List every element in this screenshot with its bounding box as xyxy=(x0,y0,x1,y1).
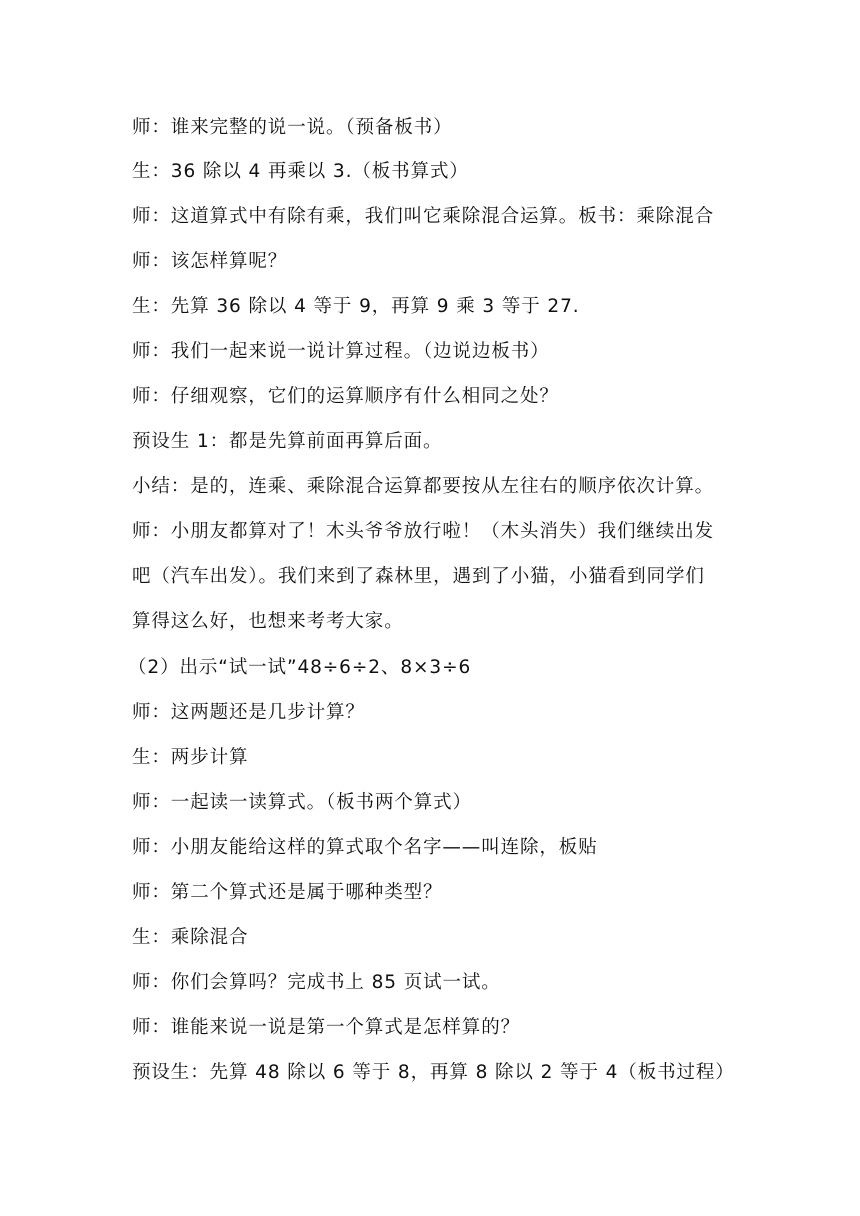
text-line: 吧（汽车出发）。我们来到了森林里，遇到了小猫，小猫看到同学们 xyxy=(132,566,705,587)
text-line: 师：第二个算式还是属于哪种类型？ xyxy=(132,882,443,903)
text-line: 师：我们一起来说一说计算过程。（边说边板书） xyxy=(132,341,550,362)
text-line: 师：这道算式中有除有乘，我们叫它乘除混合运算。板书：乘除混合 xyxy=(132,206,715,227)
text-line: 师：仔细观察，它们的运算顺序有什么相同之处？ xyxy=(132,386,559,407)
text-line: 预设生 1：都是先算前面再算后面。 xyxy=(132,431,443,452)
text-line: 师：这两题还是几步计算？ xyxy=(132,702,365,723)
text-line: 生：乘除混合 xyxy=(132,927,249,948)
text-line: 师：小朋友都算对了！木头爷爷放行啦！（木头消失）我们继续出发 xyxy=(132,521,715,542)
text-line: 师：你们会算吗？完成书上 85 页试一试。 xyxy=(132,972,501,993)
text-line: （2）出示“试一试”48÷6÷2、8×3÷6 xyxy=(128,657,472,678)
text-line: 生：36 除以 4 再乘以 3.（板书算式） xyxy=(132,161,469,182)
text-line: 预设生：先算 48 除以 6 等于 8，再算 8 除以 2 等于 4（板书过程） xyxy=(132,1062,735,1083)
text-line: 生：先算 36 除以 4 等于 9，再算 9 乘 3 等于 27. xyxy=(132,296,580,317)
text-line: 师：一起读一读算式。（板书两个算式） xyxy=(132,792,472,813)
text-line: 师：谁能来说一说是第一个算式是怎样算的？ xyxy=(132,1017,521,1038)
text-line: 师：小朋友能给这样的算式取个名字——叫连除，板贴 xyxy=(132,837,598,858)
text-line: 生：两步计算 xyxy=(132,747,249,768)
text-line: 小结：是的，连乘、乘除混合运算都要按从左往右的顺序依次计算。 xyxy=(132,476,715,497)
text-line: 师：该怎样算呢？ xyxy=(132,251,288,272)
text-line: 师：谁来完整的说一说。（预备板书） xyxy=(132,117,453,138)
text-line: 算得这么好，也想来考考大家。 xyxy=(132,611,404,632)
